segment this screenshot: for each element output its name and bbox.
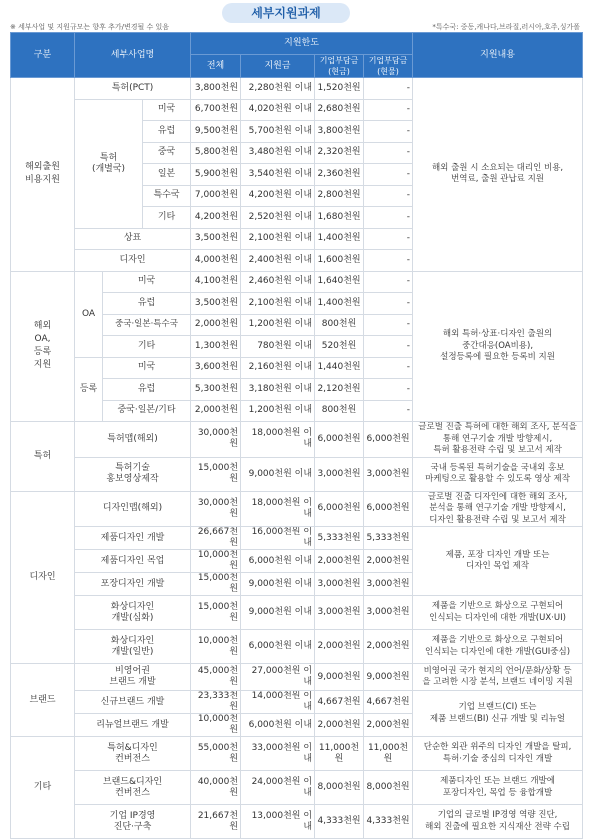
row-cash: 11,000천원 <box>315 737 364 771</box>
row-grant: 6,000천원 이내 <box>241 550 315 573</box>
group-patent: 특허 <box>11 422 75 492</box>
desc-ip-mgmt: 기업의 글로벌 IP경영 역량 진단, 해외 진출에 필요한 지식재산 전략 수립 <box>413 805 583 839</box>
row-grant: 24,000천원 이내 <box>241 771 315 805</box>
row-inkind: 4,667천원 <box>364 691 413 714</box>
row-total: 1,300천원 <box>191 336 241 358</box>
row-cash: 800천원 <box>315 314 364 336</box>
row-name: 특허맵(해외) <box>75 422 191 458</box>
row-inkind: - <box>364 164 413 186</box>
row-name: 브랜드&디자인 컨버전스 <box>75 771 191 805</box>
group-design: 디자인 <box>11 491 75 664</box>
row-total: 4,200천원 <box>191 207 241 229</box>
desc-brand-non-en: 비영어권 국가 현지의 언어/문화/상황 등 을 고려한 시장 분석, 브랜드 네이밍 지원 <box>413 664 583 691</box>
header-content: 지원내용 <box>413 33 583 78</box>
row-inkind: 3,000천원 <box>364 573 413 596</box>
row-cash: 1,640천원 <box>315 271 364 293</box>
row-cash: 1,680천원 <box>315 207 364 229</box>
desc-patent-map: 글로벌 진출 특허에 대한 해외 조사, 분석을 통해 연구기술 개발 방향제시, 특허 활용전략 수립 및 보고서 제작 <box>413 422 583 458</box>
desc-conv-patent: 단순한 외관 위주의 디자인 개발을 탈피, 특허·기술 중심의 디자인 개발 <box>413 737 583 771</box>
desc-conv-brand: 제품디자인 또는 브랜드 개발에 포장디자인, 목업 등 융합개발 <box>413 771 583 805</box>
row-inkind: - <box>364 336 413 358</box>
row-grant: 1,200천원 이내 <box>241 314 315 336</box>
row-name: 미국 <box>143 99 191 121</box>
row-name: 기업 IP경영 진단·구축 <box>75 805 191 839</box>
table-row <box>11 527 583 550</box>
row-inkind: - <box>364 78 413 100</box>
row-name: 화상디자인 개발(일반) <box>75 630 191 664</box>
row-name: 신규브랜드 개발 <box>75 691 191 714</box>
table-row <box>11 596 583 630</box>
table-row <box>11 271 583 293</box>
row-total: 21,667천원 <box>191 805 241 839</box>
table-row <box>11 691 583 714</box>
row-grant: 3,180천원 이내 <box>241 379 315 401</box>
row-cash: 4,333천원 <box>315 805 364 839</box>
group-oa-sub: OA <box>75 271 103 357</box>
row-name: 화상디자인 개발(심화) <box>75 596 191 630</box>
row-name: 특허(PCT) <box>75 78 191 100</box>
desc-oa: 해외 특허·상표·디자인 출원의 중간대응(OA비용), 설정등록에 필요한 등록비 지원 <box>413 271 583 422</box>
row-inkind: 6,000천원 <box>364 491 413 527</box>
row-cash: 2,680천원 <box>315 99 364 121</box>
row-total: 15,000천원 <box>191 457 241 491</box>
row-grant: 2,520천원 이내 <box>241 207 315 229</box>
row-total: 10,000천원 <box>191 630 241 664</box>
row-inkind: 11,000천원 <box>364 737 413 771</box>
row-cash: 2,000천원 <box>315 630 364 664</box>
row-total: 5,900천원 <box>191 164 241 186</box>
row-total: 45,000천원 <box>191 664 241 691</box>
group-etc: 기타 <box>11 737 75 839</box>
row-grant: 9,000천원 이내 <box>241 573 315 596</box>
table-row <box>11 422 583 458</box>
row-cash: 6,000천원 <box>315 422 364 458</box>
row-cash: 2,000천원 <box>315 550 364 573</box>
row-total: 30,000천원 <box>191 422 241 458</box>
row-total: 2,000천원 <box>191 314 241 336</box>
table-row <box>11 737 583 771</box>
row-cash: 800천원 <box>315 400 364 422</box>
row-name: 유럽 <box>143 121 191 143</box>
row-grant: 2,460천원 이내 <box>241 271 315 293</box>
row-inkind: - <box>364 121 413 143</box>
row-total: 26,667천원 <box>191 527 241 550</box>
page-title: 세부지원과제 <box>222 3 350 23</box>
row-inkind: 2,000천원 <box>364 630 413 664</box>
row-total: 9,500천원 <box>191 121 241 143</box>
header-inkind: 기업부담금 (현물) <box>364 55 413 78</box>
row-grant: 2,400천원 이내 <box>241 250 315 272</box>
row-cash: 3,800천원 <box>315 121 364 143</box>
row-total: 4,100천원 <box>191 271 241 293</box>
row-cash: 5,333천원 <box>315 527 364 550</box>
row-cash: 2,360천원 <box>315 164 364 186</box>
row-grant: 780천원 이내 <box>241 336 315 358</box>
row-name: 유럽 <box>103 379 191 401</box>
row-cash: 1,520천원 <box>315 78 364 100</box>
row-cash: 1,400천원 <box>315 293 364 315</box>
row-total: 3,500천원 <box>191 228 241 250</box>
group-reg-sub: 등록 <box>75 357 103 422</box>
row-inkind: 3,000천원 <box>364 596 413 630</box>
row-name: 기타 <box>143 207 191 229</box>
row-cash: 1,600천원 <box>315 250 364 272</box>
row-inkind: 6,000천원 <box>364 422 413 458</box>
row-name: 중국 <box>143 142 191 164</box>
header-grant: 지원금 <box>241 55 315 78</box>
row-total: 40,000천원 <box>191 771 241 805</box>
row-inkind: - <box>364 293 413 315</box>
row-grant: 2,100천원 이내 <box>241 293 315 315</box>
group-brand: 브랜드 <box>11 664 75 737</box>
row-cash: 1,440천원 <box>315 357 364 379</box>
row-grant: 16,000천원 이내 <box>241 527 315 550</box>
row-grant: 13,000천원 이내 <box>241 805 315 839</box>
desc-patent-video: 국내 등록된 특허기술을 국내외 홍보 마케팅으로 활용할 수 있도록 영상 제작 <box>413 457 583 491</box>
row-name: 미국 <box>103 357 191 379</box>
row-grant: 33,000천원 이내 <box>241 737 315 771</box>
row-total: 10,000천원 <box>191 550 241 573</box>
group-oa: 해외 OA, 등록 지원 <box>11 271 75 422</box>
row-inkind: - <box>364 185 413 207</box>
row-cash: 1,400천원 <box>315 228 364 250</box>
header-program: 세부사업명 <box>75 33 191 78</box>
header-limit: 지원한도 <box>191 33 413 55</box>
row-cash: 2,120천원 <box>315 379 364 401</box>
header-category: 구분 <box>11 33 75 78</box>
row-name: 미국 <box>103 271 191 293</box>
row-inkind: - <box>364 379 413 401</box>
row-cash: 4,667천원 <box>315 691 364 714</box>
row-cash: 520천원 <box>315 336 364 358</box>
row-inkind: 2,000천원 <box>364 550 413 573</box>
group-overseas: 해외출원 비용지원 <box>11 78 75 272</box>
support-table <box>10 32 583 839</box>
row-name: 중국·일본/기타 <box>103 400 191 422</box>
row-name: 제품디자인 개발 <box>75 527 191 550</box>
row-grant: 18,000천원 이내 <box>241 422 315 458</box>
row-inkind: 5,333천원 <box>364 527 413 550</box>
table-row <box>11 491 583 527</box>
row-total: 10,000천원 <box>191 714 241 737</box>
row-inkind: - <box>364 207 413 229</box>
row-grant: 6,000천원 이내 <box>241 630 315 664</box>
note-right: *특수국: 중동,캐나다,브라질,러시아,호주,싱가폴 <box>432 23 580 31</box>
row-name: 기타 <box>103 336 191 358</box>
row-total: 15,000천원 <box>191 596 241 630</box>
row-name: 제품디자인 목업 <box>75 550 191 573</box>
table-row <box>11 630 583 664</box>
row-grant: 2,280천원 이내 <box>241 78 315 100</box>
row-name: 디자인 <box>75 250 191 272</box>
table-row <box>11 457 583 491</box>
row-total: 7,000천원 <box>191 185 241 207</box>
row-inkind: - <box>364 314 413 336</box>
row-inkind: 2,000천원 <box>364 714 413 737</box>
row-total: 3,500천원 <box>191 293 241 315</box>
desc-gui-basic: 제품을 기반으로 화상으로 구현되어 인식되는 디자인에 대한 개발(GUI중심) <box>413 630 583 664</box>
table-row <box>11 805 583 839</box>
row-total: 3,800천원 <box>191 78 241 100</box>
row-inkind: - <box>364 400 413 422</box>
row-cash: 2,800천원 <box>315 185 364 207</box>
desc-overseas: 해외 출원 시 소요되는 대리인 비용, 번역료, 출원 관납료 지원 <box>413 78 583 272</box>
row-name: 특허&디자인 컨버전스 <box>75 737 191 771</box>
row-grant: 3,540천원 이내 <box>241 164 315 186</box>
row-cash: 2,000천원 <box>315 714 364 737</box>
desc-gui-deep: 제품을 기반으로 화상으로 구현되어 인식되는 디자인에 대한 개발(UX·UI) <box>413 596 583 630</box>
row-name: 특허기술 홍보영상제작 <box>75 457 191 491</box>
row-inkind: - <box>364 271 413 293</box>
row-grant: 1,200천원 이내 <box>241 400 315 422</box>
row-cash: 2,320천원 <box>315 142 364 164</box>
row-inkind: 4,333천원 <box>364 805 413 839</box>
row-grant: 27,000천원 이내 <box>241 664 315 691</box>
table-row <box>11 78 583 100</box>
table-row <box>11 664 583 691</box>
desc-design-prod: 제품, 포장 디자인 개발 또는 디자인 목업 제작 <box>413 527 583 596</box>
row-cash: 3,000천원 <box>315 596 364 630</box>
row-name: 상표 <box>75 228 191 250</box>
note-left: ※ 세부사업 및 지원규모는 향후 추가/변경될 수 있음 <box>10 23 170 31</box>
row-cash: 6,000천원 <box>315 491 364 527</box>
header-total: 전체 <box>191 55 241 78</box>
row-name: 유럽 <box>103 293 191 315</box>
table-row <box>11 771 583 805</box>
row-total: 15,000천원 <box>191 573 241 596</box>
row-inkind: - <box>364 250 413 272</box>
row-grant: 5,700천원 이내 <box>241 121 315 143</box>
row-total: 4,000천원 <box>191 250 241 272</box>
row-total: 3,600천원 <box>191 357 241 379</box>
row-inkind: - <box>364 142 413 164</box>
row-name: 중국·일본·특수국 <box>103 314 191 336</box>
row-grant: 3,480천원 이내 <box>241 142 315 164</box>
row-grant: 4,020천원 이내 <box>241 99 315 121</box>
row-name: 디자인맵(해외) <box>75 491 191 527</box>
row-total: 6,700천원 <box>191 99 241 121</box>
desc-design-map: 글로벌 진출 디자인에 대한 해외 조사, 분석을 통해 연구기술 개발 방향제시, 디자인 활용전략 수립 및 보고서 제작 <box>413 491 583 527</box>
row-grant: 2,100천원 이내 <box>241 228 315 250</box>
row-grant: 6,000천원 이내 <box>241 714 315 737</box>
row-total: 2,000천원 <box>191 400 241 422</box>
row-inkind: - <box>364 357 413 379</box>
row-name: 일본 <box>143 164 191 186</box>
group-patent-indiv: 특허 (개별국) <box>75 99 143 228</box>
row-inkind: 8,000천원 <box>364 771 413 805</box>
row-total: 5,300천원 <box>191 379 241 401</box>
row-name: 리뉴얼브랜드 개발 <box>75 714 191 737</box>
row-cash: 3,000천원 <box>315 457 364 491</box>
row-grant: 9,000천원 이내 <box>241 457 315 491</box>
header-cash: 기업부담금 (현금) <box>315 55 364 78</box>
row-inkind: 9,000천원 <box>364 664 413 691</box>
row-total: 23,333천원 <box>191 691 241 714</box>
row-cash: 9,000천원 <box>315 664 364 691</box>
row-grant: 2,160천원 이내 <box>241 357 315 379</box>
row-grant: 18,000천원 이내 <box>241 491 315 527</box>
desc-brand-new: 기업 브랜드(CI) 또는 제품 브랜드(BI) 신규 개발 및 리뉴얼 <box>413 691 583 737</box>
row-inkind: - <box>364 228 413 250</box>
row-name: 비영어권 브랜드 개발 <box>75 664 191 691</box>
row-grant: 9,000천원 이내 <box>241 596 315 630</box>
row-name: 특수국 <box>143 185 191 207</box>
row-grant: 4,200천원 이내 <box>241 185 315 207</box>
row-cash: 3,000천원 <box>315 573 364 596</box>
row-total: 55,000천원 <box>191 737 241 771</box>
row-grant: 14,000천원 이내 <box>241 691 315 714</box>
row-total: 30,000천원 <box>191 491 241 527</box>
row-cash: 8,000천원 <box>315 771 364 805</box>
row-total: 5,800천원 <box>191 142 241 164</box>
row-inkind: - <box>364 99 413 121</box>
row-inkind: 3,000천원 <box>364 457 413 491</box>
row-name: 포장디자인 개발 <box>75 573 191 596</box>
